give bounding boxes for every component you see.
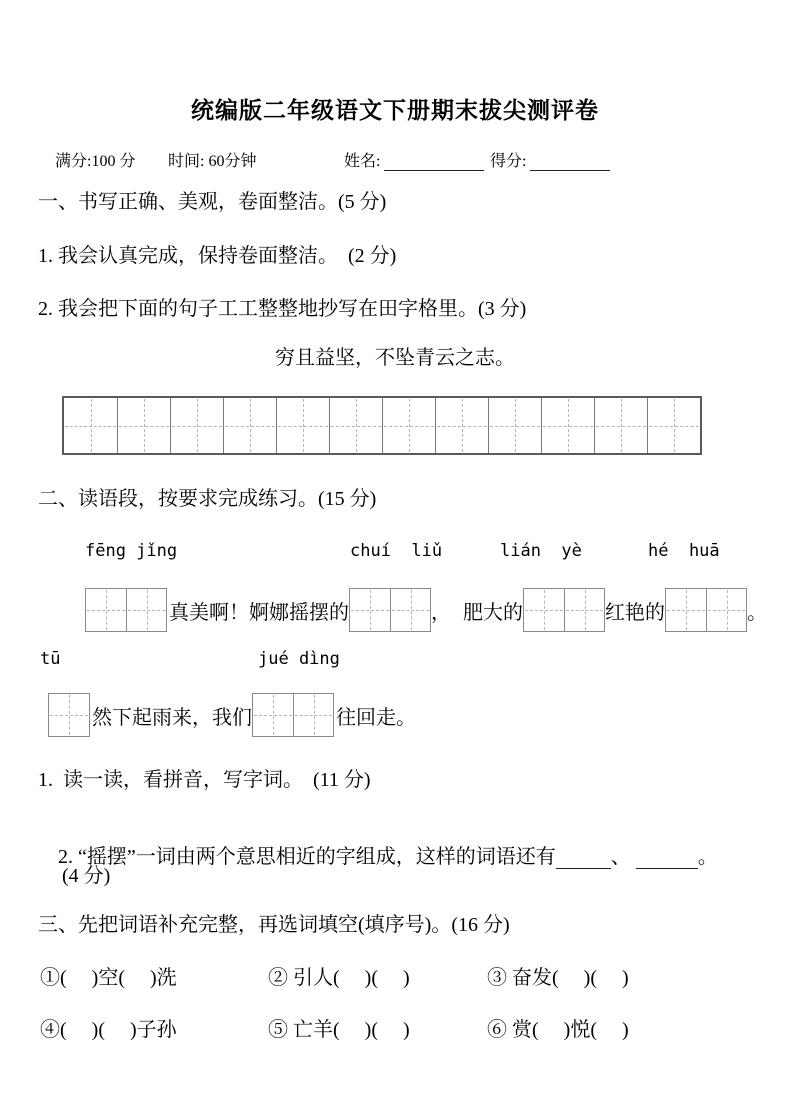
idiom-item-6: ⑥ 赏( )悦( )	[487, 1019, 629, 1041]
pinyin-hehua: hé huā	[648, 541, 720, 561]
tianzige-cell[interactable]	[706, 589, 746, 631]
tianzige-cell[interactable]	[666, 589, 706, 631]
tianzige-cell[interactable]	[170, 398, 223, 453]
paragraph-text: 真美啊！婀娜摇摆的	[169, 601, 349, 624]
answer-box-tu[interactable]	[48, 693, 90, 737]
score-field	[490, 148, 610, 171]
score-label: 得分:	[490, 153, 527, 170]
section-one-item-1: 1. 我会认真完成，保持卷面整洁。 (2 分)	[38, 245, 397, 267]
full-score-label: 满分:100 分	[55, 153, 136, 170]
item-2-period: 。	[697, 846, 718, 868]
answer-box-fengjing[interactable]	[85, 588, 167, 632]
section-two-heading: 二、读语段，按要求完成练习。(15 分)	[38, 488, 377, 510]
copy-sentence: 穷且益坚，不坠青云之志。	[275, 347, 515, 369]
answer-box-jueding[interactable]	[252, 693, 334, 737]
tianzige-cell[interactable]	[647, 398, 700, 453]
section-two-item-1: 1. 读一读，看拼音，写字词。 (11 分)	[38, 769, 371, 791]
tianzige-copy-grid[interactable]	[62, 396, 702, 455]
tianzige-cell[interactable]	[276, 398, 329, 453]
name-field	[344, 148, 484, 171]
name-label: 姓名:	[344, 153, 381, 170]
section-one-item-2: 2. 我会把下面的句子工工整整地抄写在田字格里。(3 分)	[38, 298, 527, 320]
tianzige-cell[interactable]	[564, 589, 604, 631]
tianzige-cell[interactable]	[49, 694, 89, 736]
tianzige-cell[interactable]	[117, 398, 170, 453]
word-blank-line-1[interactable]	[556, 851, 611, 869]
tianzige-cell[interactable]	[293, 694, 333, 736]
section-two-item-2-score: (4 分)	[62, 865, 111, 887]
comma-text: ，	[431, 601, 451, 624]
idiom-item-5: ⑤ 亡羊( )( )	[268, 1019, 410, 1041]
pinyin-fengjing: fēng jǐng	[85, 541, 178, 561]
answer-box-hehua[interactable]	[665, 588, 747, 632]
tianzige-cell[interactable]	[435, 398, 488, 453]
section-two-item-2	[38, 821, 718, 893]
idiom-item-3: ③ 奋发( )( )	[487, 967, 629, 989]
item-2-separator: 、	[610, 846, 631, 868]
name-blank-line[interactable]	[384, 153, 484, 171]
pinyin-tu: tū	[40, 649, 61, 669]
answer-box-lianye[interactable]	[523, 588, 605, 632]
pinyin-lianye: lián yè	[500, 541, 582, 561]
item-2-text: 2. “摇摆”一词由两个意思相近的字组成，这样的词语还有	[58, 846, 556, 868]
idiom-item-1: ①( )空( )洗	[40, 967, 177, 989]
tianzige-cell[interactable]	[223, 398, 276, 453]
idiom-item-2: ② 引人( )( )	[268, 967, 410, 989]
period-text: 。	[747, 601, 767, 624]
tianzige-cell[interactable]	[253, 694, 293, 736]
section-one-heading: 一、书写正确、美观，卷面整洁。(5 分)	[38, 191, 387, 213]
tianzige-cell[interactable]	[329, 398, 382, 453]
pinyin-jueding: jué dìng	[258, 649, 340, 669]
paragraph-text: 红艳的	[605, 601, 665, 624]
tianzige-cell[interactable]	[350, 589, 390, 631]
tianzige-cell[interactable]	[524, 589, 564, 631]
paragraph-line-2	[48, 693, 416, 737]
answer-box-chuiliu[interactable]	[349, 588, 431, 632]
tianzige-cell[interactable]	[390, 589, 430, 631]
paragraph-text: 肥大的	[463, 601, 523, 624]
tianzige-cell[interactable]	[382, 398, 435, 453]
tianzige-cell[interactable]	[594, 398, 647, 453]
tianzige-cell[interactable]	[488, 398, 541, 453]
exam-info-row	[0, 148, 790, 174]
tianzige-cell[interactable]	[126, 589, 166, 631]
tianzige-cell[interactable]	[541, 398, 594, 453]
idiom-item-4: ④( )( )子孙	[40, 1019, 177, 1041]
word-blank-line-2[interactable]	[636, 851, 698, 869]
section-three-heading: 三、先把词语补充完整，再选词填空(填序号)。(16 分)	[38, 914, 510, 936]
paragraph-text: 往回走。	[336, 706, 416, 729]
idiom-row-2	[0, 1013, 790, 1039]
paragraph-line-1	[85, 588, 767, 632]
score-blank-line[interactable]	[530, 153, 610, 171]
page-title: 统编版二年级语文下册期末拔尖测评卷	[191, 98, 599, 124]
paragraph-text: 然下起雨来，我们	[92, 706, 252, 729]
idiom-row-1	[0, 961, 790, 987]
tianzige-cell[interactable]	[86, 589, 126, 631]
pinyin-chuiliu: chuí liǔ	[350, 541, 443, 561]
time-limit-label: 时间: 60分钟	[168, 153, 257, 170]
tianzige-cell[interactable]	[64, 398, 117, 453]
